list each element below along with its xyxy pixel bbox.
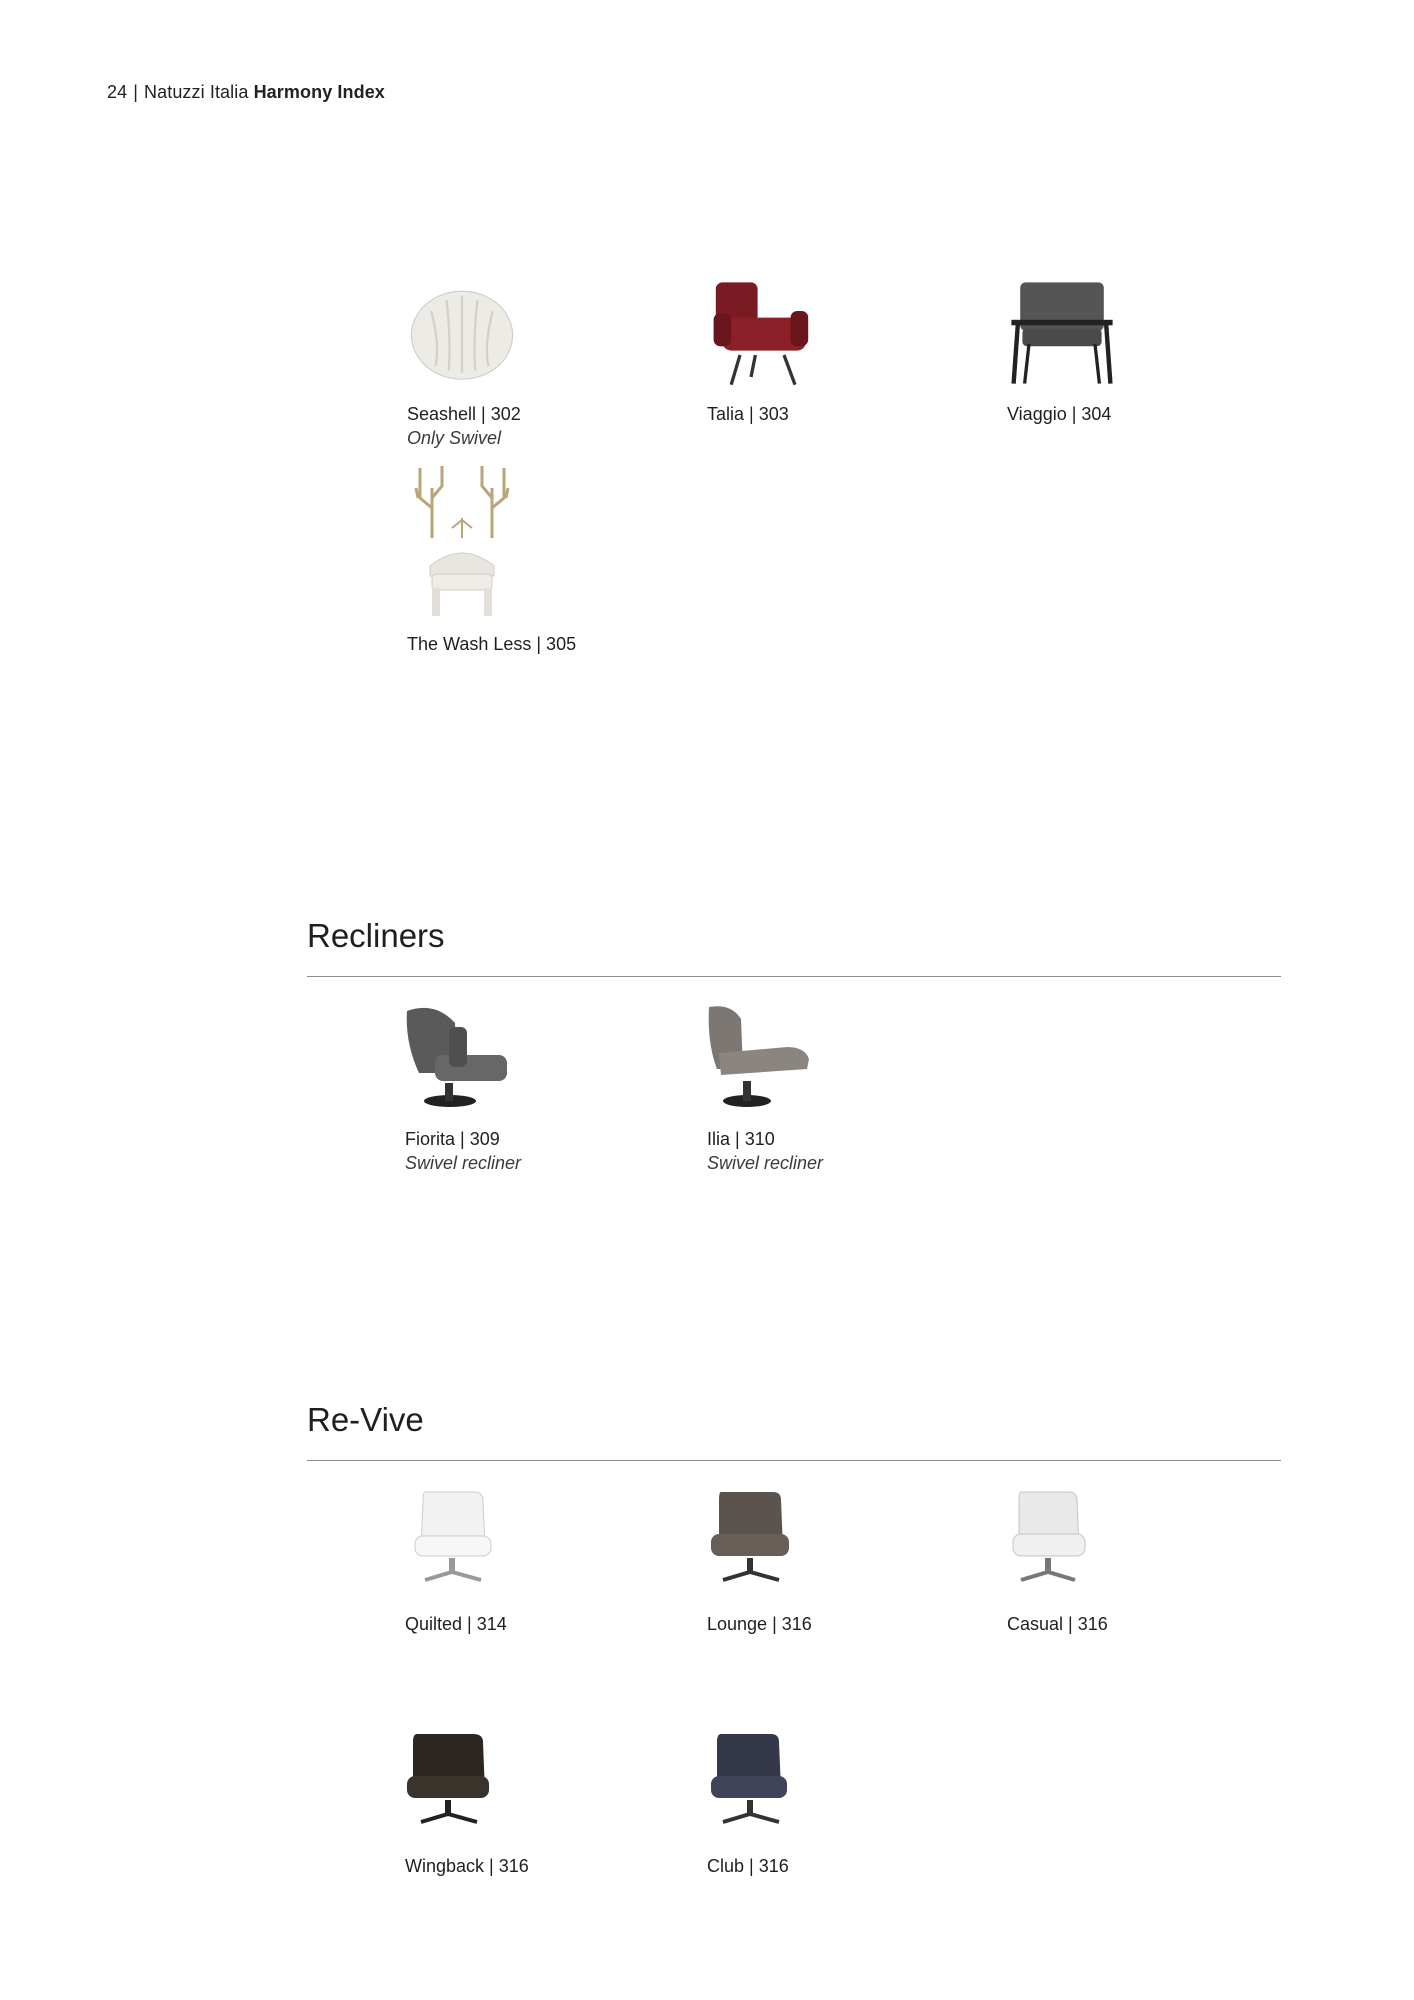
ilia-recliner-image	[707, 1003, 817, 1113]
product-label: Talia | 303	[707, 404, 789, 424]
product-label: Club | 316	[707, 1856, 789, 1876]
section-divider	[307, 976, 1281, 977]
brand-name: Natuzzi Italia	[144, 82, 249, 102]
product-label: Viaggio | 304	[1007, 404, 1112, 424]
page-header	[107, 82, 385, 103]
viaggio-chair-image	[1007, 278, 1117, 388]
casual-chair-image	[1007, 1488, 1117, 1598]
product-label: Ilia | 310	[707, 1129, 775, 1149]
talia-chair-image	[707, 278, 817, 388]
product-label: Seashell | 302	[407, 404, 521, 424]
wingback-chair-image	[405, 1730, 515, 1840]
product-item[interactable]	[707, 1003, 947, 1175]
product-item[interactable]	[405, 1488, 645, 1636]
seashell-chair-image	[407, 278, 517, 388]
product-label: Fiorita | 309	[405, 1129, 500, 1149]
product-label: Quilted | 314	[405, 1614, 507, 1634]
product-label: Casual | 316	[1007, 1614, 1108, 1634]
product-item[interactable]	[1007, 278, 1247, 426]
club-chair-image	[707, 1730, 817, 1840]
fiorita-recliner-image	[405, 1003, 515, 1113]
product-item[interactable]	[405, 1003, 645, 1175]
document-title: Harmony Index	[253, 82, 385, 102]
product-item[interactable]	[407, 458, 647, 656]
product-item[interactable]	[1007, 1488, 1247, 1636]
section-title-recliners: Recliners	[307, 917, 445, 954]
section-divider	[307, 1460, 1281, 1461]
product-item[interactable]	[707, 1730, 947, 1878]
page-number: 24	[107, 82, 128, 102]
product-label: The Wash Less | 305	[407, 634, 577, 654]
section-title-revive: Re-Vive	[307, 1401, 424, 1438]
product-label: Wingback | 316	[405, 1856, 529, 1876]
product-item[interactable]	[407, 278, 647, 450]
product-label: Lounge | 316	[707, 1614, 812, 1634]
product-item[interactable]	[707, 278, 947, 426]
wash-less-chair-image	[407, 458, 517, 618]
lounge-chair-image	[707, 1488, 817, 1598]
product-subtitle: Swivel recliner	[405, 1153, 522, 1173]
product-item[interactable]	[707, 1488, 947, 1636]
quilted-chair-image	[405, 1488, 515, 1598]
product-item[interactable]	[405, 1730, 645, 1878]
header-separator: |	[133, 82, 139, 102]
product-subtitle: Only Swivel	[407, 428, 502, 448]
product-subtitle: Swivel recliner	[707, 1153, 824, 1173]
